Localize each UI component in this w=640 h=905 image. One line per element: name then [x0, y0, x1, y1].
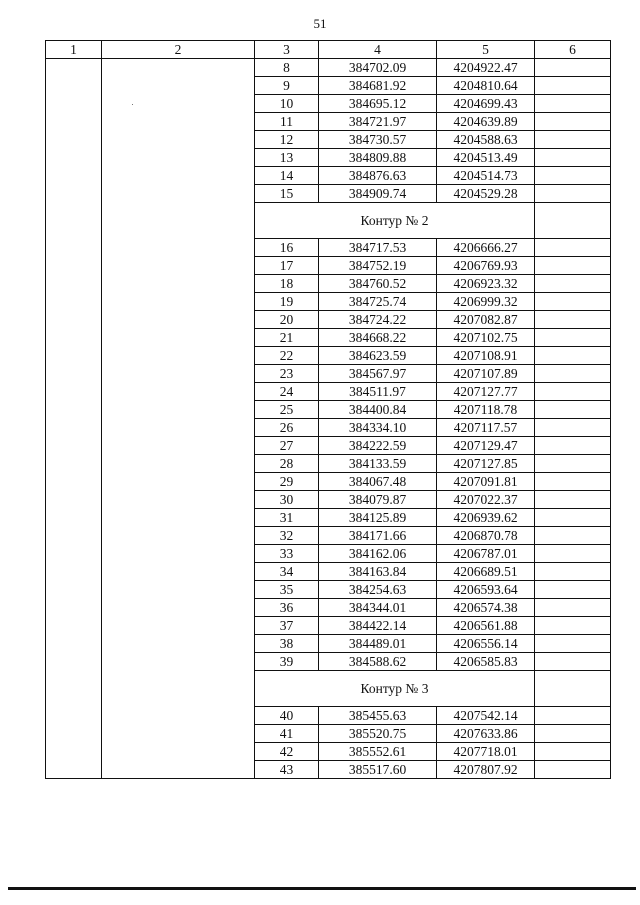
table-row [46, 59, 611, 77]
coord-x: 384588.62 [319, 653, 437, 671]
contour-heading: Контур № 2 [255, 203, 535, 239]
coord-y: 4207807.92 [437, 761, 535, 779]
col-6-cell [535, 347, 611, 365]
col-6-cell [535, 563, 611, 581]
coord-y: 4206923.32 [437, 275, 535, 293]
coord-x: 384344.01 [319, 599, 437, 617]
coord-y: 4207118.78 [437, 401, 535, 419]
col-6-cell [535, 599, 611, 617]
col-6-cell [535, 383, 611, 401]
point-number: 30 [255, 491, 319, 509]
header-col-4: 4 [319, 41, 437, 59]
coord-x: 384171.66 [319, 527, 437, 545]
coord-y: 4207107.89 [437, 365, 535, 383]
col-6-cell [535, 239, 611, 257]
coord-x: 384079.87 [319, 491, 437, 509]
coord-x: 384721.97 [319, 113, 437, 131]
coord-y: 4204514.73 [437, 167, 535, 185]
coord-x: 384724.22 [319, 311, 437, 329]
header-col-6: 6 [535, 41, 611, 59]
coord-x: 384222.59 [319, 437, 437, 455]
point-number: 14 [255, 167, 319, 185]
col-6-cell [535, 581, 611, 599]
coordinates-table [45, 40, 611, 779]
col-6-cell [535, 545, 611, 563]
col-6-cell [535, 275, 611, 293]
point-number: 12 [255, 131, 319, 149]
coord-y: 4206585.83 [437, 653, 535, 671]
col-6-cell [535, 329, 611, 347]
col-6-cell [535, 293, 611, 311]
coord-y: 4207108.91 [437, 347, 535, 365]
point-number: 37 [255, 617, 319, 635]
coord-x: 384695.12 [319, 95, 437, 113]
col-6-cell [535, 743, 611, 761]
col-6-cell [535, 671, 611, 707]
coord-y: 4207082.87 [437, 311, 535, 329]
table-body [46, 59, 611, 779]
point-number: 24 [255, 383, 319, 401]
point-number: 33 [255, 545, 319, 563]
point-number: 38 [255, 635, 319, 653]
coord-y: 4204922.47 [437, 59, 535, 77]
coord-y: 4206561.88 [437, 617, 535, 635]
coord-x: 384752.19 [319, 257, 437, 275]
point-number: 18 [255, 275, 319, 293]
point-number: 21 [255, 329, 319, 347]
point-number: 23 [255, 365, 319, 383]
coord-y: 4206574.38 [437, 599, 535, 617]
point-number: 36 [255, 599, 319, 617]
col-6-cell [535, 257, 611, 275]
coord-x: 384133.59 [319, 455, 437, 473]
coord-x: 384162.06 [319, 545, 437, 563]
point-number: 42 [255, 743, 319, 761]
point-number: 9 [255, 77, 319, 95]
page-number: 51 [313, 16, 327, 31]
point-number: 22 [255, 347, 319, 365]
coord-x: 384400.84 [319, 401, 437, 419]
coord-x: 384567.97 [319, 365, 437, 383]
point-number: 16 [255, 239, 319, 257]
point-number: 31 [255, 509, 319, 527]
coord-x: 384623.59 [319, 347, 437, 365]
coord-y: 4207117.57 [437, 419, 535, 437]
coord-y: 4206939.62 [437, 509, 535, 527]
coord-y: 4204588.63 [437, 131, 535, 149]
point-number: 35 [255, 581, 319, 599]
col-6-cell [535, 473, 611, 491]
point-number: 20 [255, 311, 319, 329]
point-number: 41 [255, 725, 319, 743]
coord-y: 4206787.01 [437, 545, 535, 563]
coord-y: 4204529.28 [437, 185, 535, 203]
coord-x: 384254.63 [319, 581, 437, 599]
coord-x: 384125.89 [319, 509, 437, 527]
coord-y: 4206769.93 [437, 257, 535, 275]
point-number: 32 [255, 527, 319, 545]
coord-y: 4206689.51 [437, 563, 535, 581]
coord-y: 4204810.64 [437, 77, 535, 95]
point-number: 19 [255, 293, 319, 311]
col-6-cell [535, 617, 611, 635]
col-6-cell [535, 95, 611, 113]
point-number: 17 [255, 257, 319, 275]
coord-y: 4206556.14 [437, 635, 535, 653]
col-6-cell [535, 725, 611, 743]
coord-x: 385455.63 [319, 707, 437, 725]
col-6-cell [535, 59, 611, 77]
coord-x: 384876.63 [319, 167, 437, 185]
table-col-1-merged [46, 59, 102, 779]
point-number: 10 [255, 95, 319, 113]
point-number: 40 [255, 707, 319, 725]
col-6-cell [535, 491, 611, 509]
coord-y: 4204513.49 [437, 149, 535, 167]
header-col-1: 1 [46, 41, 102, 59]
point-number: 15 [255, 185, 319, 203]
point-number: 11 [255, 113, 319, 131]
col-6-cell [535, 761, 611, 779]
table-col-2-merged [102, 59, 255, 779]
header-col-5: 5 [437, 41, 535, 59]
col-6-cell [535, 311, 611, 329]
coord-x: 384909.74 [319, 185, 437, 203]
point-number: 26 [255, 419, 319, 437]
col-6-cell [535, 167, 611, 185]
point-number: 34 [255, 563, 319, 581]
point-number: 27 [255, 437, 319, 455]
coord-y: 4207127.85 [437, 455, 535, 473]
coord-y: 4206870.78 [437, 527, 535, 545]
coord-y: 4207022.37 [437, 491, 535, 509]
coord-x: 384717.53 [319, 239, 437, 257]
scan-speck [132, 104, 133, 105]
point-number: 43 [255, 761, 319, 779]
coord-x: 385517.60 [319, 761, 437, 779]
coord-x: 384760.52 [319, 275, 437, 293]
coord-y: 4207718.01 [437, 743, 535, 761]
col-6-cell [535, 509, 611, 527]
col-6-cell [535, 437, 611, 455]
header-row [46, 41, 611, 59]
point-number: 28 [255, 455, 319, 473]
coord-y: 4207127.77 [437, 383, 535, 401]
coord-x: 385552.61 [319, 743, 437, 761]
coord-y: 4207633.86 [437, 725, 535, 743]
coord-x: 384422.14 [319, 617, 437, 635]
col-6-cell [535, 77, 611, 95]
coord-x: 384730.57 [319, 131, 437, 149]
coord-x: 384067.48 [319, 473, 437, 491]
coord-x: 384725.74 [319, 293, 437, 311]
coord-y: 4207542.14 [437, 707, 535, 725]
coord-y: 4206593.64 [437, 581, 535, 599]
col-6-cell [535, 653, 611, 671]
col-6-cell [535, 635, 611, 653]
col-6-cell [535, 707, 611, 725]
coord-y: 4204699.43 [437, 95, 535, 113]
coord-y: 4207091.81 [437, 473, 535, 491]
coord-x: 384702.09 [319, 59, 437, 77]
coord-y: 4207102.75 [437, 329, 535, 347]
point-number: 29 [255, 473, 319, 491]
col-6-cell [535, 401, 611, 419]
point-number: 39 [255, 653, 319, 671]
contour-heading: Контур № 3 [255, 671, 535, 707]
header-col-2: 2 [102, 41, 255, 59]
point-number: 13 [255, 149, 319, 167]
col-6-cell [535, 527, 611, 545]
col-6-cell [535, 365, 611, 383]
coord-x: 384668.22 [319, 329, 437, 347]
bottom-rule [8, 887, 636, 890]
coord-y: 4206666.27 [437, 239, 535, 257]
col-6-cell [535, 149, 611, 167]
col-6-cell [535, 131, 611, 149]
coord-y: 4204639.89 [437, 113, 535, 131]
col-6-cell [535, 455, 611, 473]
coord-y: 4207129.47 [437, 437, 535, 455]
coord-x: 384334.10 [319, 419, 437, 437]
coord-x: 384511.97 [319, 383, 437, 401]
coord-x: 384489.01 [319, 635, 437, 653]
coord-x: 384163.84 [319, 563, 437, 581]
header-col-3: 3 [255, 41, 319, 59]
coord-x: 384681.92 [319, 77, 437, 95]
coord-y: 4206999.32 [437, 293, 535, 311]
coord-x: 384809.88 [319, 149, 437, 167]
col-6-cell [535, 203, 611, 239]
coord-x: 385520.75 [319, 725, 437, 743]
point-number: 25 [255, 401, 319, 419]
point-number: 8 [255, 59, 319, 77]
col-6-cell [535, 113, 611, 131]
col-6-cell [535, 185, 611, 203]
col-6-cell [535, 419, 611, 437]
